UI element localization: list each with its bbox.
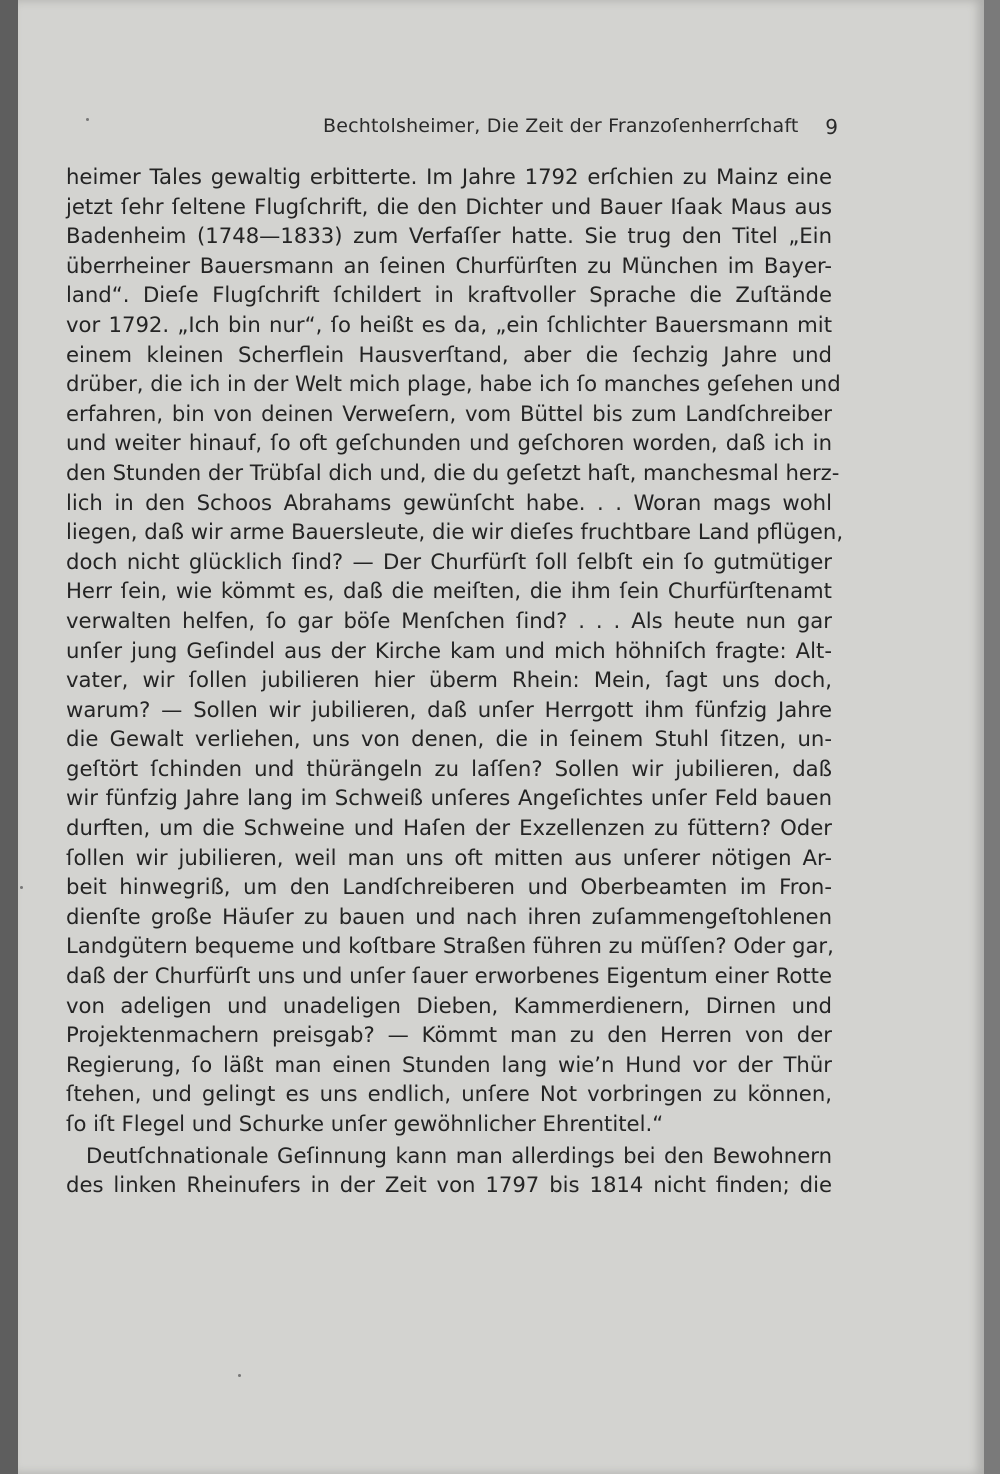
text-line: dienſte große Häuſer zu bauen und nach ihren zuſammengeſtohlenen bbox=[66, 903, 832, 929]
text-line: einem kleinen Scherflein Hausverſtand, aber die ſechzig Jahre und bbox=[66, 341, 832, 367]
text-line: Projektenmachern preisgab? — Kömmt man zu den Herren von der bbox=[66, 1022, 832, 1048]
body-text bbox=[66, 162, 844, 1200]
text-line: heimer Tales gewaltig erbitterte. Im Jahre 1792 erſchien zu Mainz eine bbox=[66, 164, 832, 189]
text-line: lich in den Schoos Abrahams gewünſcht habe. . . Woran mags wohl bbox=[66, 489, 832, 515]
page-edge bbox=[984, 0, 1000, 1474]
paper-speck bbox=[238, 1374, 241, 1377]
text-line: doch nicht glücklich ſind? — Der Churfürſt ſoll ſelbſt ein ſo gutmütiger bbox=[66, 548, 832, 574]
text-line: Landgütern bequeme und koſtbare Straßen führen zu müſſen? Oder gar, bbox=[66, 933, 834, 959]
text-line: und weiter hinauf, ſo oft geſchunden und geſchoren worden, daß ich in bbox=[66, 430, 832, 456]
text-line: überrheiner Bauersmann an ſeinen Churfürſten zu München im Bayer- bbox=[66, 252, 832, 278]
text-line: ſollen wir jubilieren, weil man uns oft mitten aus unſerer nötigen Ar- bbox=[66, 844, 832, 870]
text-line: Badenheim (1748—1833) zum Verfaſſer hatte. Sie trug den Titel „Ein bbox=[66, 223, 832, 249]
running-title: Bechtolsheimer, Die Zeit der Franzoſenherrſchaft bbox=[323, 115, 799, 137]
paper-speck bbox=[20, 886, 23, 889]
text-line: den Stunden der Trübſal dich und, die du geſetzt haſt, manchesmal herz- bbox=[66, 459, 840, 485]
text-line: geſtört ſchinden und thürängeln zu laſſen? Sollen wir jubilieren, daß bbox=[66, 755, 832, 781]
text-line: die Gewalt verliehen, uns von denen, die in ſeinem Stuhl ſitzen, un- bbox=[66, 726, 832, 752]
text-line: jetzt ſehr ſeltene Flugſchrift, die den Dichter und Bauer Iſaak Maus aus bbox=[66, 193, 832, 219]
text-line: wir fünfzig Jahre lang im Schweiß unſeres Angeſichtes unſer Feld bauen bbox=[66, 785, 832, 811]
text-line: liegen, daß wir arme Bauersleute, die wir dieſes fruchtbare Land pflügen, bbox=[66, 519, 844, 545]
text-line: vor 1792. „Ich bin nur“, ſo heißt es da, „ein ſchlichter Bauersmann mit bbox=[66, 311, 832, 337]
text-line: ſo iſt Flegel und Schurke unſer gewöhnlicher Ehrentitel.“ bbox=[66, 1111, 664, 1136]
text-line: drüber, die ich in der Welt mich plage, habe ich ſo manches geſehen und bbox=[66, 371, 841, 397]
text-line: von adeligen und unadeligen Dieben, Kammerdienern, Dirnen und bbox=[66, 992, 832, 1018]
text-line: daß der Churfürſt uns und unſer ſauer erworbenes Eigentum einer Rotte bbox=[66, 963, 832, 989]
text-line: durften, um die Schweine und Haſen der Exzellenzen zu füttern? Oder bbox=[66, 815, 832, 841]
text-line: Deutſchnationale Geſinnung kann man allerdings bei den Bewohnern bbox=[86, 1142, 832, 1168]
text-line: beit hinwegriß, um den Landſchreiberen und Oberbeamten im Fron- bbox=[66, 874, 832, 900]
text-line: warum? — Sollen wir jubilieren, daß unſer Herrgott ihm fünfzig Jahre bbox=[66, 696, 832, 722]
text-line: verwalten helfen, ſo gar böſe Menſchen ſind? . . . Als heute nun gar bbox=[66, 607, 832, 633]
paragraph-2 bbox=[66, 1141, 832, 1200]
text-line: erfahren, bin von deinen Verweſern, vom Büttel bis zum Landſchreiber bbox=[66, 400, 832, 426]
text-line: vater, wir ſollen jubilieren hier überm Rhein: Mein, ſagt uns doch, bbox=[66, 667, 832, 693]
page-number: 9 bbox=[825, 115, 838, 139]
text-line: land“. Dieſe Flugſchrift ſchildert in kraftvoller Sprache die Zuſtände bbox=[66, 282, 832, 308]
text-line: Herr ſein, wie kömmt es, daß die meiſten, die ihm ſein Churfürſtenamt bbox=[66, 578, 832, 604]
text-line: Regierung, ſo läßt man einen Stunden lang wie’n Hund vor der Thür bbox=[66, 1051, 832, 1077]
book-page bbox=[18, 0, 984, 1474]
paper-speck bbox=[86, 118, 89, 121]
paragraph-1 bbox=[66, 162, 844, 1139]
text-line: unſer jung Geſindel aus der Kirche kam und mich höhniſch fragte: Alt- bbox=[66, 637, 832, 663]
text-line: ſtehen, und gelingt es uns endlich, unſere Not vorbringen zu können, bbox=[66, 1081, 832, 1107]
text-line: des linken Rheinufers in der Zeit von 1797 bis 1814 nicht finden; die bbox=[66, 1172, 832, 1198]
